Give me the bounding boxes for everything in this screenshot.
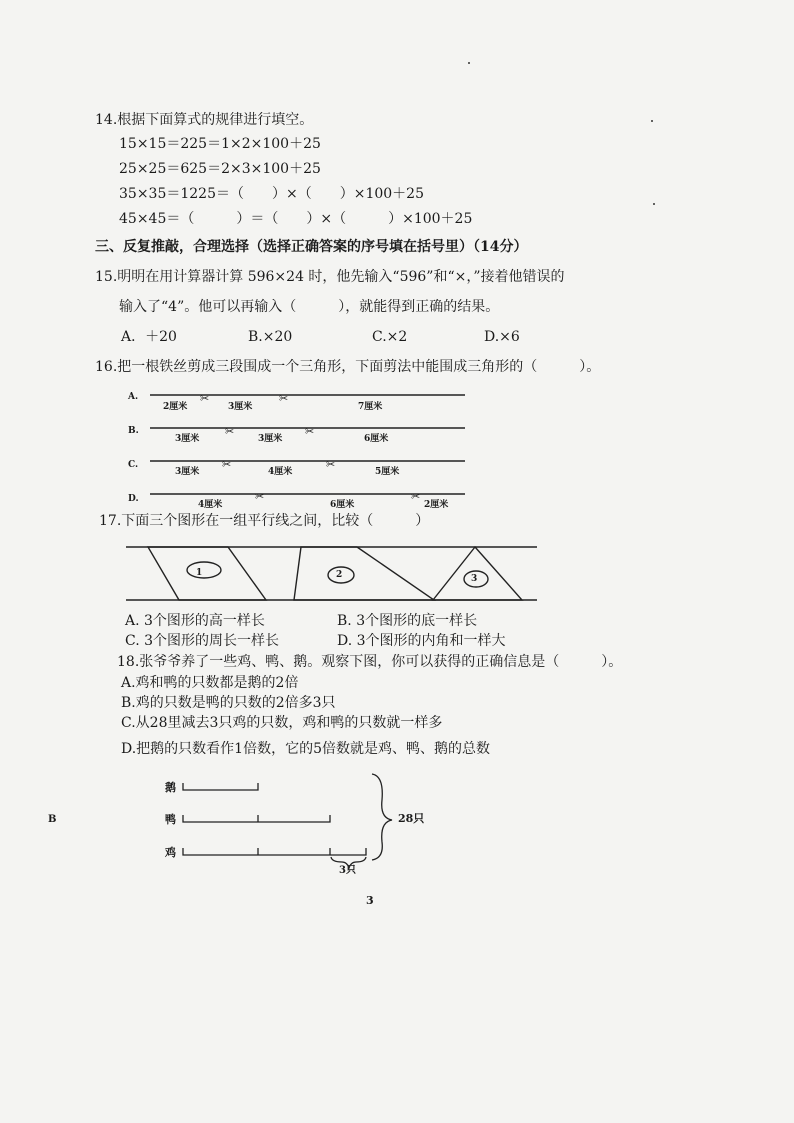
extra-brace xyxy=(331,857,366,868)
q16-row-b-letter: B. xyxy=(128,426,139,436)
q14-title: 14.根据下面算式的规律进行填空。 xyxy=(95,112,314,128)
q17-option-a: A. 3个图形的高一样长 xyxy=(125,613,265,629)
q17-shape-1-label: 1 xyxy=(196,568,203,578)
q14-line-2: 25×25＝625＝2×3×100＋25 xyxy=(119,161,321,177)
q18-label-goose: 鹅 xyxy=(165,781,176,794)
q16-row-a-seg-3: 7厘米 xyxy=(358,402,383,412)
scissors-icon: ✂ xyxy=(255,490,265,503)
q15-option-a: A．＋20 xyxy=(121,329,177,345)
q15-option-b: B.×20 xyxy=(248,329,293,345)
margin-mark: B xyxy=(48,814,57,825)
q16-row-d-seg-3: 2厘米 xyxy=(424,500,449,510)
shape-3-label-circle xyxy=(464,571,488,587)
q16-row-b-seg-2: 3厘米 xyxy=(258,434,283,444)
section-3-title: 三、反复推敲，合理选择（选择正确答案的序号填在括号里）（14分） xyxy=(95,239,528,255)
q18-option-c: C.从28里减去3只鸡的只数，鸡和鸭的只数就一样多 xyxy=(121,715,443,731)
q17-option-b: B. 3个图形的底一样长 xyxy=(337,613,478,629)
scissors-icon: ✂ xyxy=(222,458,232,471)
q16-text: 16.把一根铁丝剪成三段围成一个三角形，下面剪法中能围成三角形的（ ）。 xyxy=(95,359,601,375)
q15-option-c: C.×2 xyxy=(372,329,408,345)
q16-row-d-letter: D. xyxy=(128,494,139,504)
shape-2-label-circle xyxy=(328,567,354,583)
q16-row-c-seg-2: 4厘米 xyxy=(268,467,293,477)
q16-row-a-seg-2: 3厘米 xyxy=(228,402,253,412)
q18-label-duck: 鸭 xyxy=(165,813,176,826)
q16-row-a-letter: A. xyxy=(128,392,139,402)
total-brace xyxy=(372,774,392,860)
q14-line-4: 45×45＝（ ）＝（ ）×（ ）×100＋25 xyxy=(119,211,473,227)
shape-1-parallelogram xyxy=(148,547,266,600)
q15-line-1: 15.明明在用计算器计算 596×24 时，他先输入“596”和“×，”接着他错误的 xyxy=(95,269,565,285)
shape-1-label-circle xyxy=(187,562,221,578)
q16-row-b-seg-3: 6厘米 xyxy=(364,434,389,444)
bar-duck xyxy=(183,815,330,822)
q17-option-d: D. 3个图形的内角和一样大 xyxy=(337,633,506,649)
shape-2-trapezoid xyxy=(294,547,434,600)
q18-label-extra: 3只 xyxy=(339,865,356,876)
scissors-icon: ✂ xyxy=(279,392,289,405)
q17-shape-2-label: 2 xyxy=(336,570,343,580)
q14-line-1: 15×15＝225＝1×2×100＋25 xyxy=(119,136,321,152)
q18-option-b: B.鸡的只数是鸭的只数的2倍多3只 xyxy=(121,695,336,711)
scissors-icon: ✂ xyxy=(326,458,336,471)
q18-text: 18.张爷爷养了一些鸡、鸭、鹅。观察下图，你可以获得的正确信息是（ ）。 xyxy=(117,654,623,670)
q18-label-chicken: 鸡 xyxy=(165,846,176,859)
scissors-icon: ✂ xyxy=(225,425,235,438)
q17-option-c: C. 3个图形的周长一样长 xyxy=(125,633,280,649)
q16-row-a-seg-1: 2厘米 xyxy=(163,402,188,412)
q17-text: 17.下面三个图形在一组平行线之间，比较（ ） xyxy=(99,513,430,529)
scissors-icon: ✂ xyxy=(411,490,421,503)
q16-row-c-letter: C. xyxy=(128,460,139,470)
page-number: 3 xyxy=(366,894,374,907)
q18-bar-diagram xyxy=(183,774,392,868)
q16-row-c-seg-1: 3厘米 xyxy=(175,467,200,477)
q15-line-2: 输入了“4”。他可以再输入（ ），就能得到正确的结果。 xyxy=(119,299,500,315)
q18-option-d: D.把鹅的只数看作1倍数，它的5倍数就是鸡、鸭、鹅的总数 xyxy=(121,741,490,757)
q17-figure xyxy=(126,547,537,600)
q18-option-a: A.鸡和鸭的只数都是鹅的2倍 xyxy=(121,675,299,691)
q15-option-d: D.×6 xyxy=(484,329,520,345)
q16-wire-diagrams xyxy=(150,395,465,494)
scissors-icon: ✂ xyxy=(305,425,315,438)
q16-row-b-seg-1: 3厘米 xyxy=(175,434,200,444)
q16-row-c-seg-3: 5厘米 xyxy=(375,467,400,477)
bar-chicken xyxy=(183,848,366,855)
q14-line-3: 35×35＝1225＝（ ）×（ ）×100＋25 xyxy=(119,186,424,202)
scissors-icon: ✂ xyxy=(200,392,210,405)
bar-goose xyxy=(183,783,258,790)
shape-3-triangle xyxy=(433,547,522,600)
q16-row-d-seg-1: 4厘米 xyxy=(198,500,223,510)
q18-label-total: 28只 xyxy=(398,812,425,825)
q16-row-d-seg-2: 6厘米 xyxy=(330,500,355,510)
q17-shape-3-label: 3 xyxy=(471,574,478,584)
